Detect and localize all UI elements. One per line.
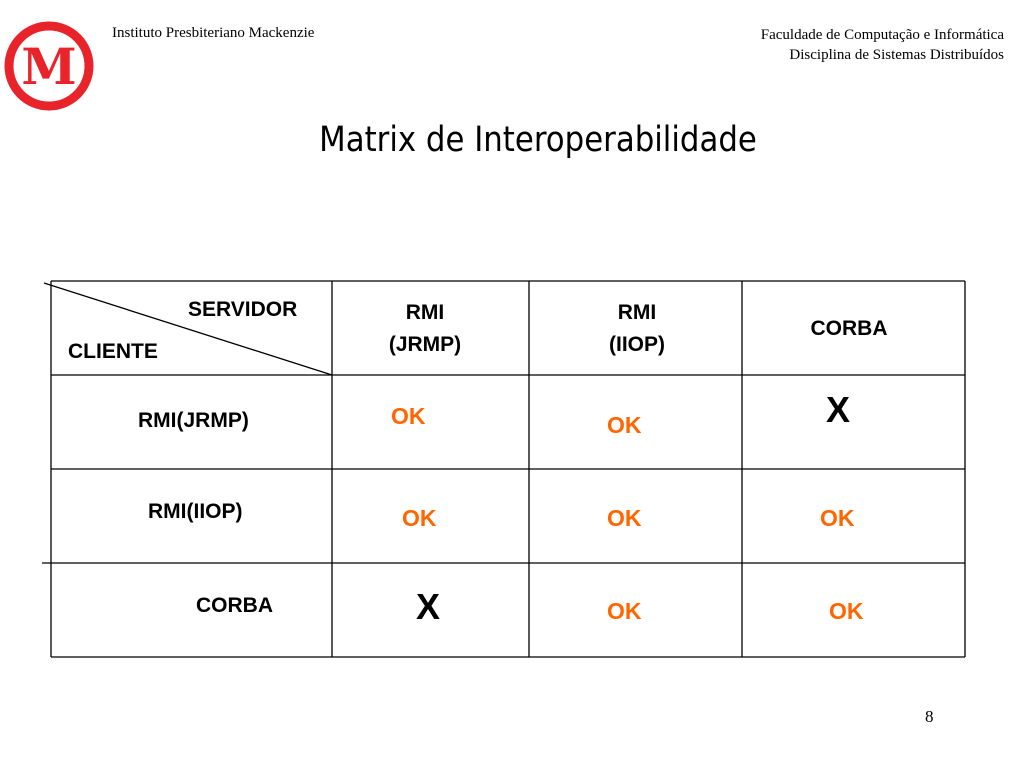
cell-jrmp-iiop: OK bbox=[607, 412, 642, 438]
cell-jrmp-corba: X bbox=[826, 389, 851, 430]
cell-iiop-corba: OK bbox=[820, 505, 855, 531]
page-number: 8 bbox=[925, 707, 934, 726]
col-header-rmi-iiop: RMI (IIOP) bbox=[609, 301, 665, 356]
faculty-name: Faculdade de Computação e Informática bbox=[760, 27, 1004, 43]
row-label-rmi-jrmp: RMI(JRMP) bbox=[138, 409, 249, 432]
cell-jrmp-jrmp: OK bbox=[391, 403, 426, 429]
page-title: Matrix de Interoperabilidade bbox=[319, 120, 757, 160]
row-label-corba: CORBA bbox=[196, 594, 273, 617]
course-name: Disciplina de Sistemas Distribuídos bbox=[789, 47, 1004, 63]
row-label-rmi-iiop: RMI(IIOP) bbox=[148, 500, 243, 523]
col-header-rmi-jrmp: RMI (JRMP) bbox=[388, 301, 462, 356]
cell-iiop-jrmp: OK bbox=[402, 505, 437, 531]
cell-iiop-iiop: OK bbox=[607, 505, 642, 531]
corner-label-client: CLIENTE bbox=[68, 340, 158, 363]
col-header-corba: CORBA bbox=[810, 317, 888, 340]
institution-name: Instituto Presbiteriano Mackenzie bbox=[112, 25, 315, 41]
corner-label-server: SERVIDOR bbox=[188, 298, 298, 321]
cell-corba-iiop: OK bbox=[607, 598, 642, 624]
logo-letter: M bbox=[21, 37, 77, 96]
cell-corba-jrmp: X bbox=[416, 586, 441, 627]
cell-corba-corba: OK bbox=[829, 598, 864, 624]
